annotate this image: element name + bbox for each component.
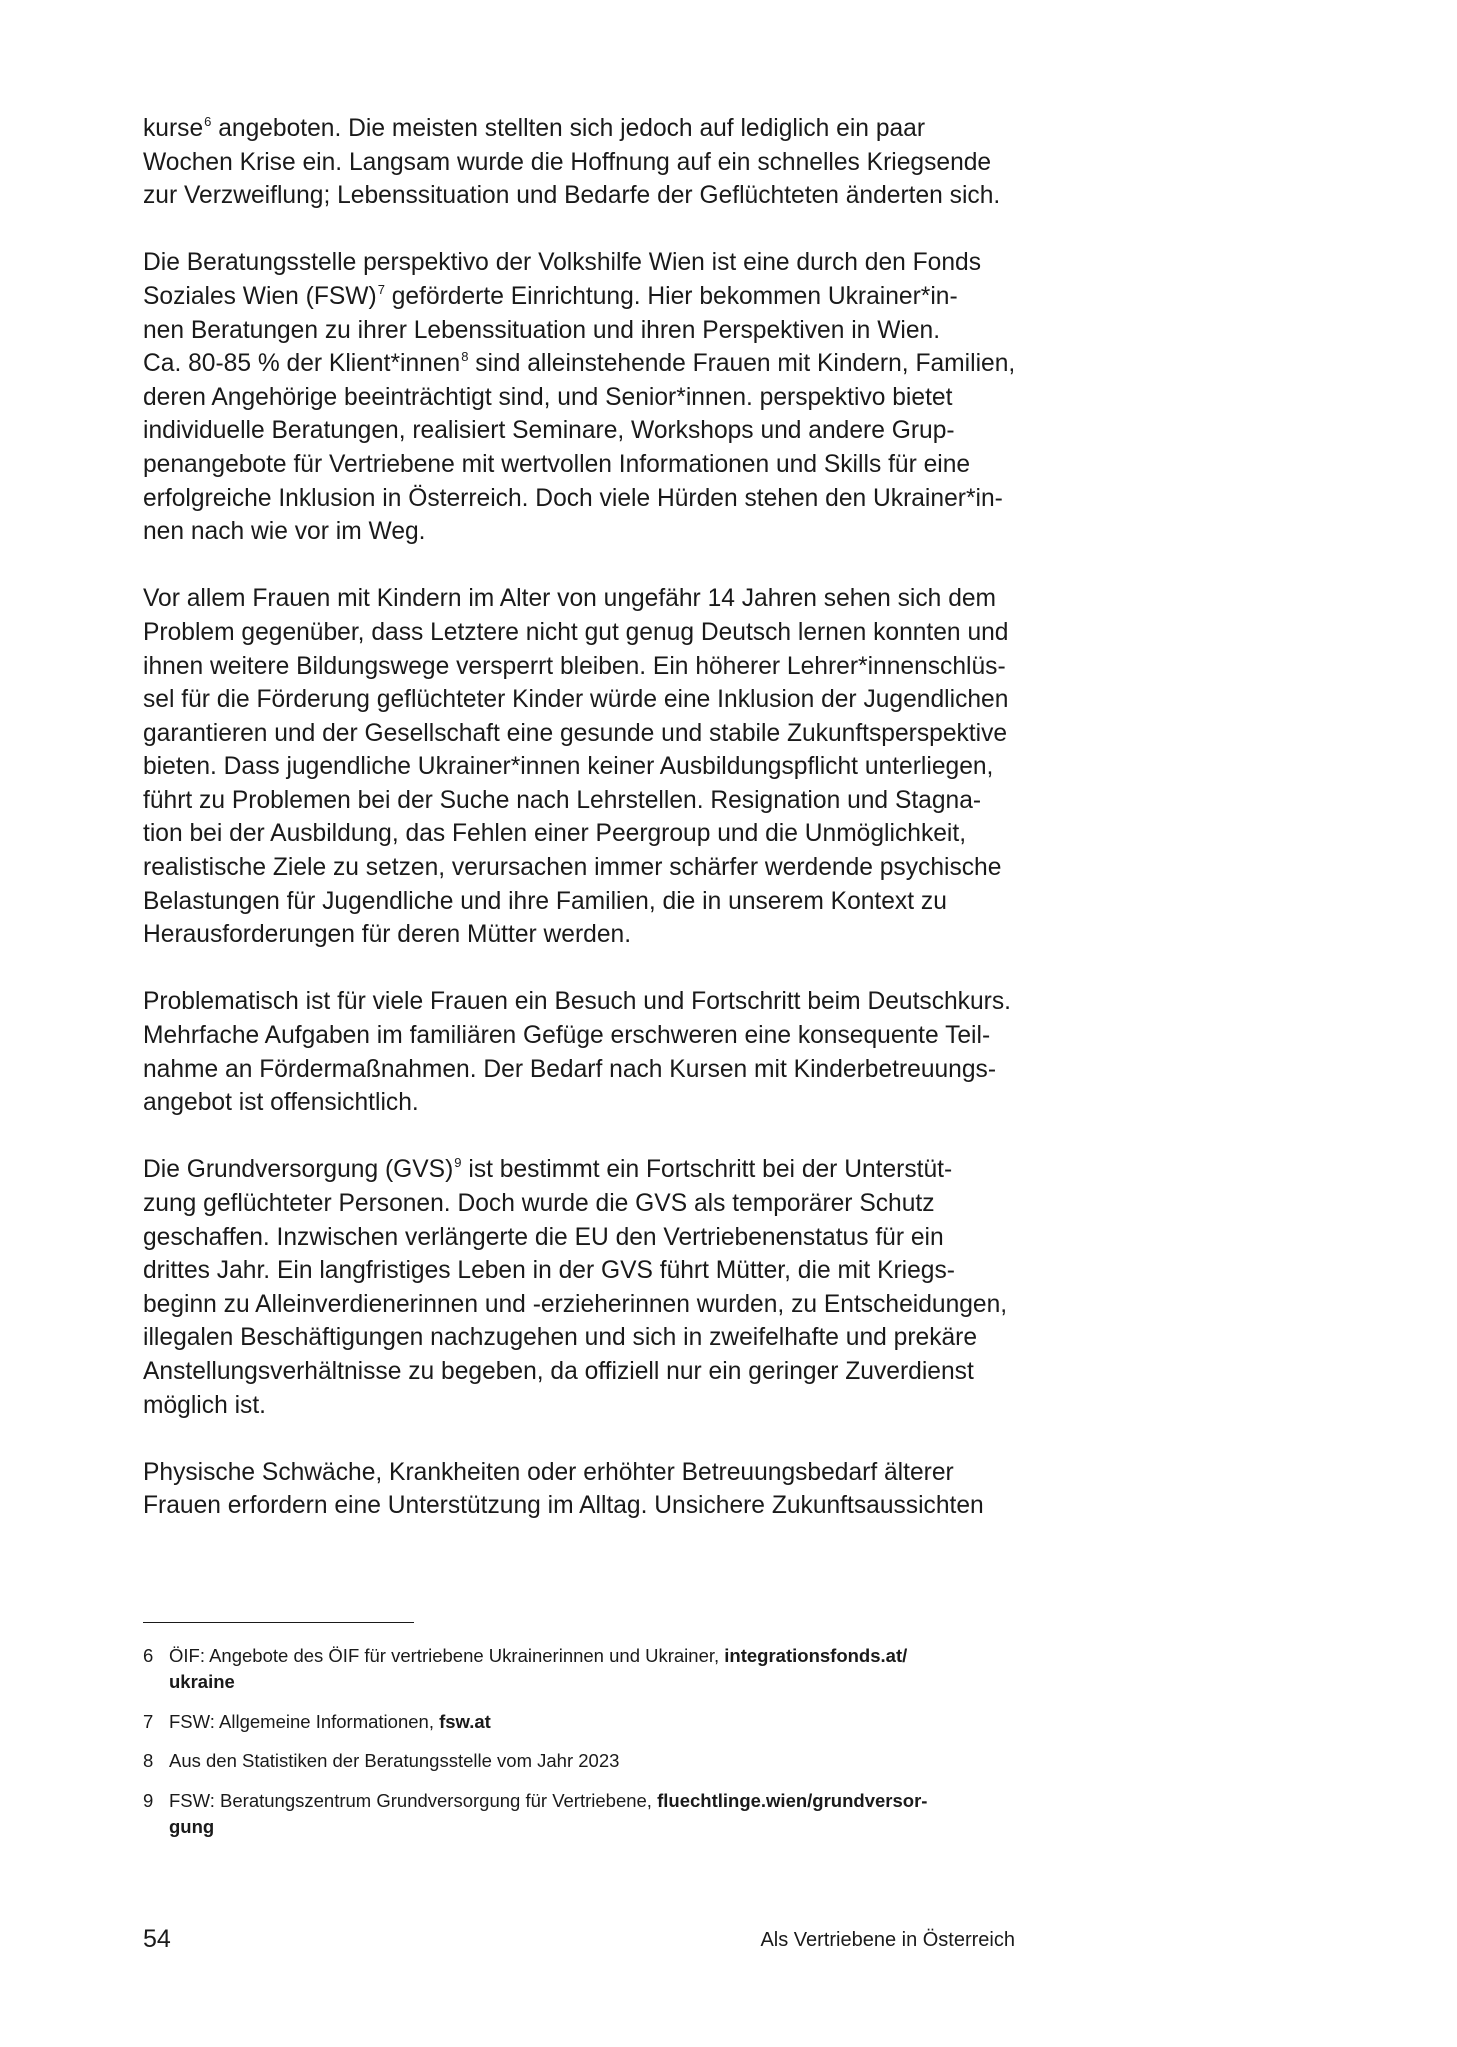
text-line: Die Beratungsstelle perspektivo der Volkshilfe Wien ist eine durch den Fonds: [143, 249, 982, 277]
body-text: [143, 112, 1023, 1523]
footnote-text: ÖIF: Angebote des ÖIF für vertriebene Ukrainerinnen und Ukrainer, integrationsfonds.at/ ukraine: [169, 1643, 907, 1695]
text-line: Ca. 80-85 % der Klient*innen$^8$ sind alleinstehende Frauen mit Kindern, Familien,: [143, 349, 1016, 378]
footnote-number: 9: [143, 1790, 154, 1811]
text-line: Herausforderungen für deren Mütter werden.: [143, 921, 632, 949]
text-line: ihnen weitere Bildungswege versperrt bleiben. Ein höherer Lehrer*innenschlüs-: [143, 652, 1006, 680]
footnote-ref[interactable]: 9: [454, 1155, 462, 1171]
footnote-divider: [143, 1622, 414, 1623]
text-line: individuelle Beratungen, realisiert Seminare, Workshops und andere Grup-: [143, 417, 955, 445]
paragraph: [143, 112, 1023, 213]
text-line: realistische Ziele zu setzen, verursachen immer schärfer werdende psychische: [143, 854, 1002, 882]
text-line: Physische Schwäche, Krankheiten oder erhöhter Betreuungsbedarf älterer: [143, 1458, 954, 1486]
text-line: penangebote für Vertriebene mit wertvollen Informationen und Skills für eine: [143, 450, 971, 478]
footnote-number: 6: [143, 1645, 154, 1666]
footnote-text: Aus den Statistiken der Beratungsstelle vom Jahr 2023: [169, 1750, 620, 1771]
text-line: Soziales Wien (FSW)$^7$ geförderte Einrichtung. Hier bekommen Ukrainer*in-: [143, 281, 958, 310]
footnote-ref[interactable]: 8: [461, 349, 469, 365]
text-line: nahme an Fördermaßnahmen. Der Bedarf nach Kursen mit Kinderbetreuungs-: [143, 1055, 997, 1083]
text-line: angebot ist offensichtlich.: [143, 1089, 419, 1117]
text-line: erfolgreiche Inklusion in Österreich. Doch viele Hürden stehen den Ukrainer*in-: [143, 484, 1003, 512]
footnote-ref[interactable]: 6: [204, 114, 212, 129]
text-line: drittes Jahr. Ein langfristiges Leben in der GVS führt Mütter, die mit Kriegs-: [143, 1257, 955, 1285]
text-line: sel für die Förderung geflüchteter Kinder würde eine Inklusion der Jugendlichen: [143, 686, 1009, 714]
text-line: möglich ist.: [143, 1391, 267, 1419]
text-line: deren Angehörige beeinträchtigt sind, und Senior*innen. perspektivo bietet: [143, 383, 953, 411]
text-line: Problem gegenüber, dass Letztere nicht gut genug Deutsch lernen konnten und: [143, 618, 1009, 646]
footnote-ref[interactable]: 7: [377, 281, 385, 297]
text-line: tion bei der Ausbildung, das Fehlen einer Peergroup und die Unmöglichkeit,: [143, 820, 967, 848]
text-line: Die Grundversorgung (GVS)$^9$ ist bestimmt ein Fortschritt bei der Unterstüt-: [143, 1155, 953, 1184]
text-line: Vor allem Frauen mit Kindern im Alter von ungefähr 14 Jahren sehen sich dem: [143, 585, 997, 613]
text-line: nen nach wie vor im Weg.: [143, 518, 426, 546]
footnote-link[interactable]: integrationsfonds.at/: [724, 1645, 908, 1666]
footnote-link-continued[interactable]: gung: [169, 1816, 215, 1837]
footnote-link-continued[interactable]: ukraine: [169, 1671, 235, 1692]
footnote-number: 8: [143, 1750, 154, 1771]
text-line: Wochen Krise ein. Langsam wurde die Hoffnung auf ein schnelles Kriegsende: [143, 148, 992, 176]
footnote-number: 7: [143, 1711, 154, 1732]
text-line: Belastungen für Jugendliche und ihre Familien, die in unserem Kontext zu: [143, 887, 947, 915]
paragraph: [143, 246, 1023, 548]
text-line: illegalen Beschäftigungen nachzugehen und sich in zweifelhafte und prekäre: [143, 1324, 978, 1352]
text-line: Mehrfache Aufgaben im familiären Gefüge erschweren eine konsequente Teil-: [143, 1022, 991, 1050]
page-number: 54: [143, 1925, 171, 1953]
text-line: Frauen erfordern eine Unterstützung im Alltag. Unsichere Zukunftsaussichten: [143, 1492, 984, 1520]
paragraph: [143, 582, 1023, 952]
text-line: Problematisch ist für viele Frauen ein Besuch und Fortschritt beim Deutschkurs.: [143, 988, 1011, 1016]
text-line: zung geflüchteter Personen. Doch wurde die GVS als temporärer Schutz: [143, 1190, 935, 1217]
text-line: zur Verzweiflung; Lebenssituation und Bedarfe der Geflüchteten änderten sich.: [143, 182, 1001, 210]
footnote-text: FSW: Beratungszentrum Grundversorgung für Vertriebene, fluechtlinge.wien/grundversor- gung: [169, 1788, 927, 1840]
text-line: Anstellungsverhältnisse zu begeben, da offiziell nur ein geringer Zuverdienst: [143, 1357, 974, 1385]
footnote-link[interactable]: fluechtlinge.wien/grundversor-: [657, 1790, 928, 1811]
text-line: nen Beratungen zu ihrer Lebenssituation und ihren Perspektiven in Wien.: [143, 316, 941, 344]
text-line: geschaffen. Inzwischen verlängerte die EU den Vertriebenenstatus für ein: [143, 1223, 944, 1251]
text-line: beginn zu Alleinverdienerinnen und -erzieherinnen wurden, zu Entscheidungen,: [143, 1290, 1008, 1318]
paragraph: [143, 1153, 1023, 1422]
footnote-text: FSW: Allgemeine Informationen, fsw.at: [169, 1711, 491, 1732]
running-title: Als Vertriebene in Österreich: [760, 1929, 1015, 1951]
paragraph: [143, 1456, 1023, 1523]
paragraph: [143, 985, 1023, 1119]
text-line: kurse$^6$ angeboten. Die meisten stellten sich jedoch auf lediglich ein paar: [143, 114, 926, 142]
text-line: bieten. Dass jugendliche Ukrainer*innen keiner Ausbildungspflicht unterliegen,: [143, 753, 994, 781]
text-line: führt zu Problemen bei der Suche nach Lehrstellen. Resignation und Stagna-: [143, 786, 982, 814]
footnote-link[interactable]: fsw.at: [439, 1711, 491, 1732]
text-line: garantieren und der Gesellschaft eine gesunde und stabile Zukunftsperspektive: [143, 719, 1008, 747]
